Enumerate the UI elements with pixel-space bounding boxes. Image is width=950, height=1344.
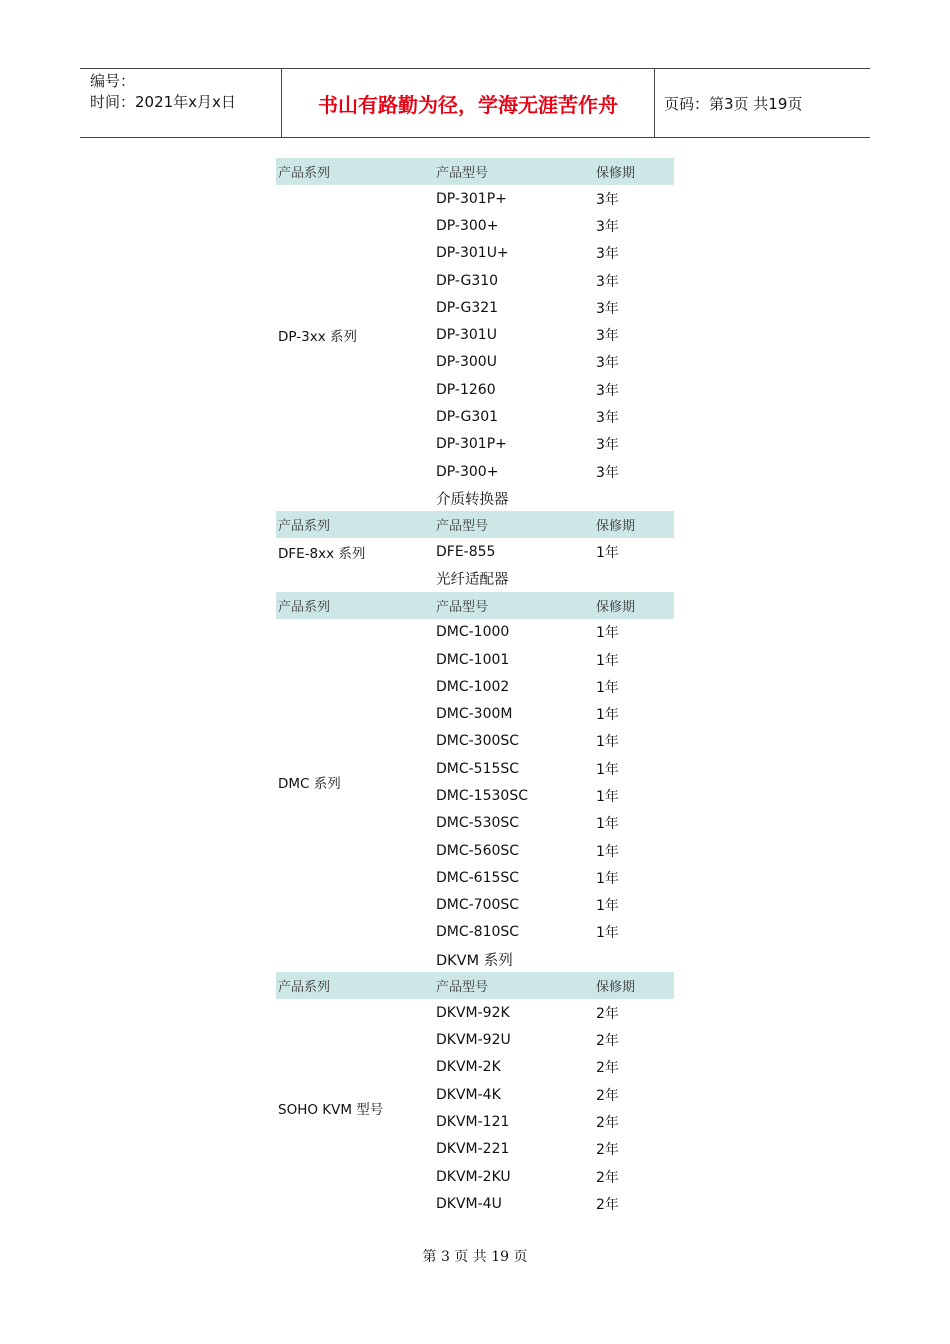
model-cell: DKVM-92K: [436, 1004, 510, 1021]
table-header-row: [276, 972, 674, 999]
warranty-cell: 1年: [596, 652, 619, 669]
table-row: [276, 837, 674, 864]
series-name: SOHO KVM 型号: [278, 1102, 384, 1119]
header-warranty: 保修期: [596, 599, 636, 615]
warranty-cell: 2年: [596, 1169, 619, 1186]
table-row: [276, 1190, 674, 1217]
model-cell: DMC-530SC: [436, 815, 520, 832]
warranty-cell: 3年: [596, 300, 619, 317]
warranty-cell: 1年: [596, 734, 619, 751]
table-row: [276, 212, 674, 239]
table-header-row: [276, 592, 674, 619]
model-cell: DMC-810SC: [436, 924, 520, 941]
model-cell: DMC-1000: [436, 624, 510, 641]
model-cell: DMC-1002: [436, 678, 510, 695]
warranty-cell: 1年: [596, 707, 619, 724]
model-cell: DKVM-4U: [436, 1195, 502, 1212]
table-row: [276, 919, 674, 946]
table-row: [276, 673, 674, 700]
warranty-cell: 3年: [596, 410, 619, 427]
table-section: [276, 485, 674, 565]
table-row: [276, 728, 674, 755]
model-cell: DP-300U: [436, 354, 497, 371]
warranty-cell: 3年: [596, 246, 619, 263]
table-row: [276, 349, 674, 376]
header-series: 产品系列: [278, 519, 331, 535]
table-row: [276, 619, 674, 646]
model-cell: DMC-615SC: [436, 869, 520, 886]
table-row: [276, 1163, 674, 1190]
table-row: [276, 999, 674, 1026]
header-meta: [90, 71, 236, 113]
warranty-cell: 1年: [596, 679, 619, 696]
model-cell: DP-300+: [436, 463, 499, 480]
model-cell: DKVM-92U: [436, 1032, 511, 1049]
table-body: [276, 619, 674, 947]
warranty-cell: 3年: [596, 355, 619, 372]
warranty-cell: 2年: [596, 1005, 619, 1022]
table-row: [276, 185, 674, 212]
warranty-cell: 1年: [596, 544, 619, 561]
model-cell: DKVM-121: [436, 1113, 510, 1130]
table-row: [276, 646, 674, 673]
warranty-cell: 3年: [596, 191, 619, 208]
table-row: [276, 294, 674, 321]
model-cell: DP-G310: [436, 272, 499, 289]
warranty-cell: 2年: [596, 1114, 619, 1131]
section-title: 光纤适配器: [436, 572, 509, 589]
series-name: DP-3xx 系列: [278, 329, 357, 346]
page-footer: 第 3 页 共 19 页: [422, 1249, 528, 1265]
model-cell: DMC-515SC: [436, 760, 520, 777]
table-row: [276, 864, 674, 891]
warranty-cell: 3年: [596, 464, 619, 481]
header-series: 产品系列: [278, 980, 331, 996]
warranty-cell: 3年: [596, 437, 619, 454]
warranty-cell: 1年: [596, 816, 619, 833]
model-cell: DP-301U+: [436, 245, 509, 262]
table-row: [276, 700, 674, 727]
table-body: [276, 538, 674, 565]
warranty-cell: 3年: [596, 273, 619, 290]
table-body: [276, 185, 674, 485]
series-name: DMC 系列: [278, 776, 341, 793]
table-section: [276, 158, 674, 485]
section-title: DKVM 系列: [436, 952, 513, 969]
warranty-table: [276, 158, 674, 1218]
model-cell: DP-301P+: [436, 436, 507, 453]
warranty-cell: 2年: [596, 1196, 619, 1213]
model-cell: DP-301P+: [436, 190, 507, 207]
table-row: [276, 376, 674, 403]
table-row: [276, 458, 674, 485]
header-model: 产品型号: [436, 980, 489, 996]
model-cell: DP-1260: [436, 381, 496, 398]
warranty-cell: 1年: [596, 843, 619, 860]
model-cell: DKVM-2KU: [436, 1168, 511, 1185]
warranty-cell: 2年: [596, 1060, 619, 1077]
header-motto: 书山有路勤为径，学海无涯苦作舟: [318, 92, 618, 117]
header-series: 产品系列: [278, 166, 331, 181]
table-row: [276, 810, 674, 837]
time-label: 时间：2021年x月x日: [90, 93, 236, 111]
header-model: 产品型号: [436, 599, 489, 615]
model-cell: DKVM-2K: [436, 1059, 501, 1076]
header-page-info: 页码：第3页 共19页: [664, 94, 803, 113]
page-header: [80, 68, 870, 138]
warranty-cell: 1年: [596, 898, 619, 915]
warranty-cell: 3年: [596, 382, 619, 399]
table-row: [276, 1136, 674, 1163]
header-series: 产品系列: [278, 599, 331, 615]
warranty-cell: 1年: [596, 870, 619, 887]
number-label: 编号：: [90, 72, 136, 90]
table-header-row: [276, 158, 674, 185]
table-section: [276, 946, 674, 1217]
warranty-cell: 2年: [596, 1087, 619, 1104]
warranty-cell: 1年: [596, 788, 619, 805]
model-cell: DKVM-4K: [436, 1086, 501, 1103]
header-warranty: 保修期: [596, 519, 636, 535]
model-cell: DP-G321: [436, 299, 499, 316]
section-title: 介质转换器: [436, 491, 509, 508]
warranty-cell: 1年: [596, 925, 619, 942]
warranty-cell: 1年: [596, 625, 619, 642]
model-cell: DFE-855: [436, 543, 496, 560]
model-cell: DMC-560SC: [436, 842, 520, 859]
table-row: [276, 431, 674, 458]
model-cell: DMC-300SC: [436, 733, 520, 750]
table-header-row: [276, 511, 674, 538]
table-row: [276, 267, 674, 294]
table-row: [276, 403, 674, 430]
table-row: [276, 240, 674, 267]
header-model: 产品型号: [436, 519, 489, 535]
header-warranty: 保修期: [596, 980, 636, 996]
model-cell: DP-G301: [436, 409, 499, 426]
warranty-cell: 2年: [596, 1142, 619, 1159]
table-section: [276, 566, 674, 947]
model-cell: DMC-1530SC: [436, 787, 528, 804]
header-model: 产品型号: [436, 166, 489, 181]
series-name: DFE-8xx 系列: [278, 545, 366, 562]
warranty-cell: 2年: [596, 1033, 619, 1050]
warranty-cell: 3年: [596, 328, 619, 345]
warranty-cell: 1年: [596, 761, 619, 778]
table-row: [276, 892, 674, 919]
header-warranty: 保修期: [596, 166, 636, 181]
model-cell: DP-300+: [436, 217, 499, 234]
table-row: [276, 1054, 674, 1081]
model-cell: DMC-1001: [436, 651, 510, 668]
model-cell: DMC-300M: [436, 706, 513, 723]
table-body: [276, 999, 674, 1217]
model-cell: DKVM-221: [436, 1141, 510, 1158]
table-row: [276, 1026, 674, 1053]
header-divider: [654, 69, 655, 137]
warranty-cell: 3年: [596, 218, 619, 235]
model-cell: DP-301U: [436, 327, 497, 344]
model-cell: DMC-700SC: [436, 897, 520, 914]
